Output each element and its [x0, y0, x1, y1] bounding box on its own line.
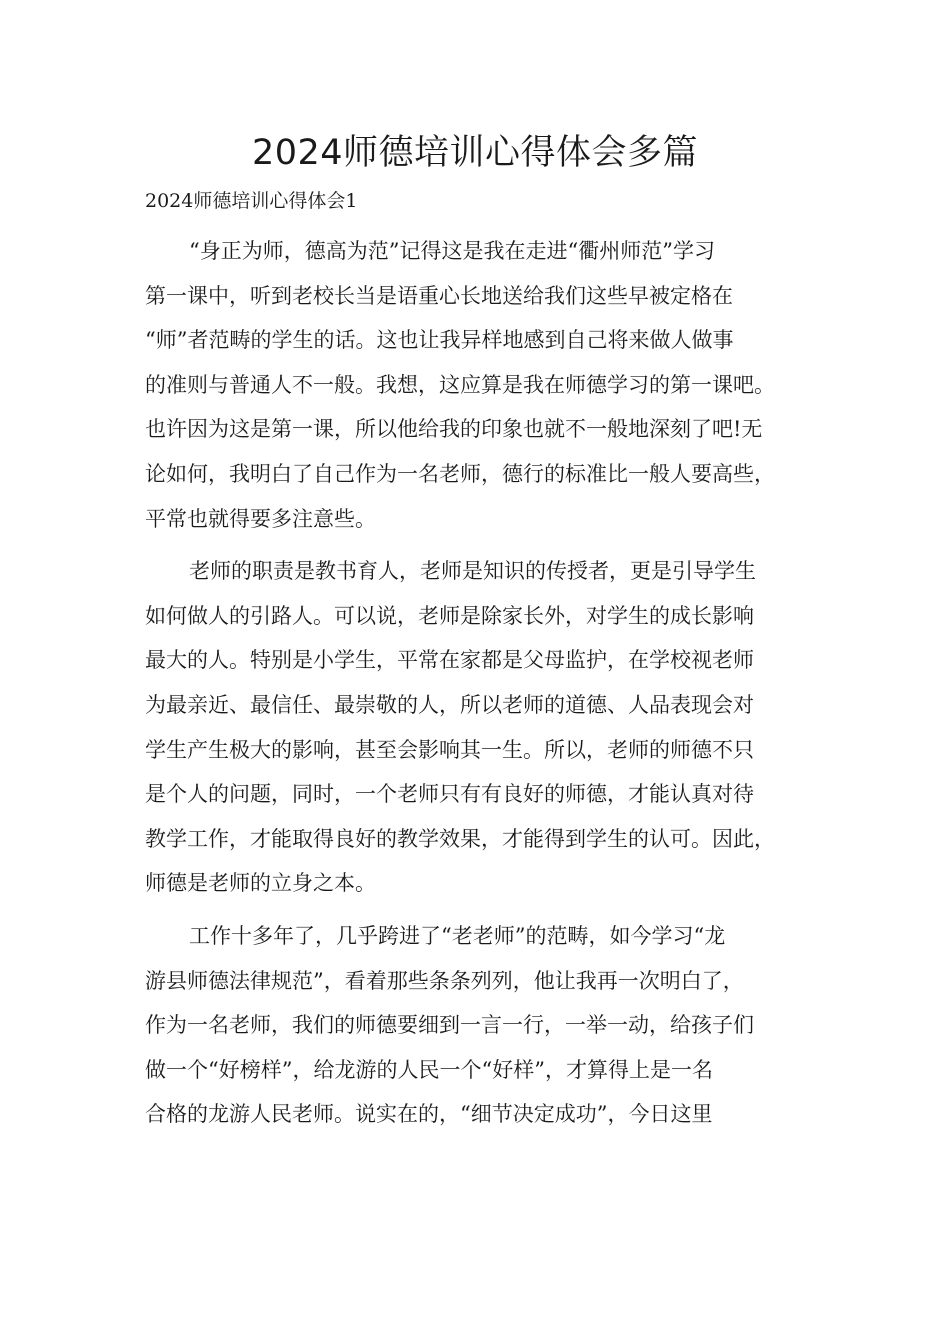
text-line: 教学工作，才能取得良好的教学效果，才能得到学生的认可。因此， — [145, 826, 775, 851]
text-line: 是个人的问题，同时，一个老师只有有良好的师德，才能认真对待 — [145, 782, 754, 807]
text-line: 老师的职责是教书育人，老师是知识的传授者，更是引导学生 — [189, 559, 756, 584]
text-line: 最大的人。特别是小学生，平常在家都是父母监护，在学校视老师 — [145, 648, 754, 673]
text-line: 工作十多年了，几乎跨进了“老老师”的范畴，如今学习“龙 — [189, 923, 726, 948]
paragraph-2 — [145, 549, 835, 906]
text-line: 游县师德法律规范”，看着那些条条列列，他让我再一次明白了， — [145, 968, 744, 993]
text-line: 的准则与普通人不一般。我想，这应算是我在师德学习的第一课吧。 — [145, 372, 775, 397]
text-line: “身正为师，德高为范”记得这是我在走进“衢州师范”学习 — [189, 239, 715, 263]
text-line: 也许因为这是第一课，所以他给我的印象也就不一般地深刻了吧!无 — [145, 417, 763, 442]
paragraph-1 — [145, 229, 835, 541]
text-line: 平常也就得要多注意些。 — [145, 506, 376, 531]
text-line: 合格的龙游人民老师。说实在的，“细节决定成功”，今日这里 — [145, 1102, 713, 1127]
text-line: 为最亲近、最信任、最崇敬的人，所以老师的道德、人品表现会对 — [145, 692, 754, 717]
text-line: 学生产生极大的影响，甚至会影响其一生。所以，老师的师德不只 — [145, 737, 754, 762]
text-line: “师”者范畴的学生的话。这也让我异样地感到自己将来做人做事 — [145, 328, 734, 353]
text-line: 第一课中，听到老校长当是语重心长地送给我们这些早被定格在 — [145, 283, 733, 308]
text-line: 论如何，我明白了自己作为一名老师，德行的标准比一般人要高些， — [145, 461, 775, 486]
text-line: 作为一名老师，我们的师德要细到一言一行，一举一动，给孩子们 — [145, 1013, 754, 1038]
text-line: 如何做人的引路人。可以说，老师是除家长外，对学生的成长影响 — [145, 603, 754, 628]
text-line: 做一个“好榜样”，给龙游的人民一个“好样”，才算得上是一名 — [145, 1057, 713, 1082]
paragraph-3 — [145, 914, 835, 1137]
text-line: 师德是老师的立身之本。 — [145, 871, 376, 896]
section-heading: 2024师德培训心得体会1 — [145, 190, 358, 212]
document-title: 2024师德培训心得体会多篇 — [251, 133, 699, 173]
document-body — [145, 229, 835, 1137]
